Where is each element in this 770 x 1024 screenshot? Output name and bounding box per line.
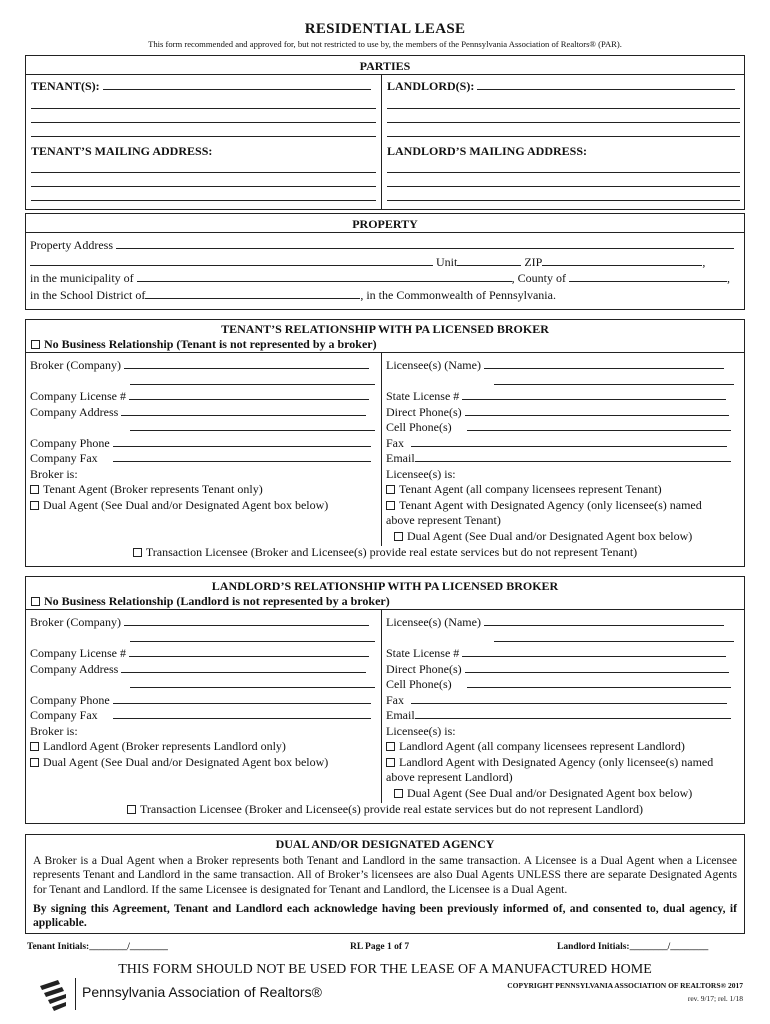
landlord-dual-agent-label: Dual Agent (See Dual and/or Designated Agent box below) bbox=[43, 754, 329, 769]
zip-label: ZIP bbox=[524, 254, 543, 269]
landlord-broker-company-field-2[interactable] bbox=[130, 631, 375, 642]
landlord-mailing-line-3[interactable] bbox=[387, 187, 740, 201]
form-title: RESIDENTIAL LEASE bbox=[304, 21, 466, 37]
tenant-licensee-agent-checkbox[interactable] bbox=[386, 485, 395, 494]
landlord-broker-section bbox=[25, 576, 745, 824]
licensees-name-label: Licensee(s) (Name) bbox=[386, 615, 481, 629]
tenant-name-line-2[interactable] bbox=[31, 95, 376, 109]
tenant-no-relationship-checkbox[interactable] bbox=[31, 340, 40, 349]
property-section: PROPERTY Property Address Unit ZIP , in the municipality of , County of , in the School District of , in the Commonwealth of Pennsylvania. bbox=[25, 213, 745, 310]
tenant-company-address-field[interactable] bbox=[121, 405, 366, 416]
landlord-agent-label: Landlord Agent (Broker represents Landlord only) bbox=[43, 739, 286, 753]
landlord-transaction-licensee-checkbox[interactable] bbox=[127, 805, 136, 814]
school-district-field[interactable] bbox=[145, 288, 360, 299]
copyright-text: COPYRIGHT PENNSYLVANIA ASSOCIATION OF REALTORS® 2017 bbox=[507, 981, 743, 990]
tenant-name-line-3[interactable] bbox=[31, 109, 376, 123]
licensees-name-label: Licensee(s) (Name) bbox=[386, 358, 481, 372]
tenant-agent-checkbox[interactable] bbox=[30, 485, 39, 494]
landlord-no-relationship-label: No Business Relationship (Landlord is not represented by a broker) bbox=[44, 593, 390, 608]
tenant-name-line-4[interactable] bbox=[31, 123, 376, 137]
state-license-label: State License # bbox=[386, 389, 460, 403]
tenant-no-relationship-label: No Business Relationship (Tenant is not represented by a broker) bbox=[44, 336, 377, 351]
company-phone-label: Company Phone bbox=[30, 692, 110, 707]
tenants-column bbox=[31, 79, 376, 201]
landlord-company-address-field-2[interactable] bbox=[130, 677, 375, 688]
landlord-company-phone-field[interactable] bbox=[113, 693, 371, 704]
tenant-broker-company-field[interactable] bbox=[124, 358, 369, 369]
landlord-designated-agent-label: Landlord Agent with Designated Agency (only licensee(s) named bbox=[399, 754, 714, 769]
landlord-broker-title: LANDLORD’S RELATIONSHIP WITH PA LICENSED BROKER bbox=[211, 579, 559, 593]
tenant-name-field[interactable] bbox=[103, 79, 371, 90]
tenant-initials[interactable]: Tenant Initials:________/________ bbox=[27, 942, 168, 952]
company-address-label: Company Address bbox=[30, 404, 119, 419]
dual-agency-paragraph: A Broker is a Dual Agent when a Broker represents both Tenant and Landlord in the same transaction. A Licensee is a Dual Agent when a Licensee represents Tenant and Landlord in the same transaction. All of Broker’s licensees are also Dual Agents UNLESS there are separate Designated Agents for Tenant and Landlord. If the same Licensee is designated for Tenant and Landlord, the Licensee is a Dual Agent. bbox=[33, 853, 737, 897]
landlord-licensee-agent-checkbox[interactable] bbox=[386, 742, 395, 751]
tenant-dual-agent-checkbox[interactable] bbox=[30, 501, 39, 510]
broker-company-label: Broker (Company) bbox=[30, 615, 121, 629]
email-label: Email bbox=[386, 708, 415, 722]
dual-agency-title: DUAL AND/OR DESIGNATED AGENCY bbox=[275, 837, 495, 851]
landlords-label: LANDLORD(S): bbox=[387, 79, 475, 93]
direct-phone-label: Direct Phone(s) bbox=[386, 661, 462, 676]
company-fax-label: Company Fax bbox=[30, 451, 98, 465]
tenant-transaction-licensee-label: Transaction Licensee (Broker and Licensee(s) provide real estate services but do not represent Tenant) bbox=[145, 545, 638, 559]
fax-label: Fax bbox=[386, 435, 404, 450]
county-label: , County of bbox=[511, 271, 566, 285]
landlord-broker-left bbox=[30, 615, 375, 770]
dual-agency-acknowledgement: By signing this Agreement, Tenant and Landlord each acknowledge having been previously informed of, and consented to, dual agency, if applicable. bbox=[33, 901, 737, 929]
tenant-transaction-licensee-checkbox[interactable] bbox=[133, 548, 142, 557]
landlord-licensee-dual-label: Dual Agent (See Dual and/or Designated Agent box below) bbox=[407, 785, 693, 800]
tenant-broker-is-label: Broker is: bbox=[30, 466, 78, 481]
tenant-designated-agent-checkbox[interactable] bbox=[386, 501, 395, 510]
tenant-cell-phone-field[interactable] bbox=[467, 420, 731, 431]
tenant-broker-right bbox=[386, 358, 741, 544]
landlord-name-line-3[interactable] bbox=[387, 109, 740, 123]
email-label: Email bbox=[386, 451, 415, 465]
municipality-label: in the municipality of bbox=[30, 271, 134, 285]
landlord-dual-agent-checkbox[interactable] bbox=[30, 758, 39, 767]
cell-phone-label: Cell Phone(s) bbox=[386, 677, 452, 691]
landlord-direct-phone-field[interactable] bbox=[465, 662, 729, 673]
company-license-label: Company License # bbox=[30, 389, 126, 403]
tenant-fax-field[interactable] bbox=[411, 436, 727, 447]
tenant-company-license-field[interactable] bbox=[129, 389, 369, 400]
tenant-state-license-field[interactable] bbox=[462, 389, 726, 400]
tenant-broker-company-field-2[interactable] bbox=[130, 374, 375, 385]
tenant-broker-title: TENANT’S RELATIONSHIP WITH PA LICENSED BROKER bbox=[221, 322, 549, 336]
form-subtitle: This form recommended and approved for, but not restricted to use by, the members of the Pennsylvania Association of Realtors® (PAR). bbox=[148, 39, 622, 49]
manufactured-home-warning: THIS FORM SHOULD NOT BE USED FOR THE LEASE OF A MANUFACTURED HOME bbox=[118, 962, 652, 977]
tenant-agent-label: Tenant Agent (Broker represents Tenant only) bbox=[43, 482, 263, 496]
cell-phone-label: Cell Phone(s) bbox=[386, 420, 452, 434]
county-field[interactable] bbox=[569, 271, 727, 282]
tenant-licensee-name-field[interactable] bbox=[484, 358, 724, 369]
landlord-licensee-name-field[interactable] bbox=[484, 615, 724, 626]
fax-label: Fax bbox=[386, 692, 404, 707]
zip-field[interactable] bbox=[542, 255, 702, 266]
landlord-no-relationship-checkbox[interactable] bbox=[31, 597, 40, 606]
landlord-name-field[interactable] bbox=[477, 79, 735, 90]
landlord-mailing-line-2[interactable] bbox=[387, 173, 740, 187]
tenant-company-fax-field[interactable] bbox=[113, 451, 371, 462]
unit-field[interactable] bbox=[457, 255, 521, 266]
commonwealth-text: , in the Commonwealth of Pennsylvania. bbox=[360, 287, 556, 302]
tenant-mailing-line-3[interactable] bbox=[31, 187, 376, 201]
direct-phone-label: Direct Phone(s) bbox=[386, 404, 462, 419]
landlords-column bbox=[387, 79, 740, 201]
landlord-email-field[interactable] bbox=[415, 708, 731, 719]
parties-section bbox=[25, 55, 745, 210]
landlord-broker-right bbox=[386, 615, 741, 801]
tenant-licensee-dual-checkbox[interactable] bbox=[394, 532, 403, 541]
property-address-field[interactable] bbox=[116, 238, 734, 249]
tenants-label: TENANT(S): bbox=[31, 79, 100, 93]
municipality-field[interactable] bbox=[137, 271, 512, 282]
landlord-transaction-licensee-label: Transaction Licensee (Broker and Licensee(s) provide real estate services but do not represent Landlord) bbox=[139, 802, 644, 816]
broker-company-label: Broker (Company) bbox=[30, 358, 121, 372]
tenant-broker-left bbox=[30, 358, 375, 513]
tenant-licensee-dual-label: Dual Agent (See Dual and/or Designated Agent box below) bbox=[407, 528, 693, 543]
landlord-broker-is-label: Broker is: bbox=[30, 723, 78, 738]
school-district-label: in the School District of bbox=[30, 287, 146, 302]
unit-label: Unit bbox=[436, 254, 458, 269]
landlord-name-line-4[interactable] bbox=[387, 123, 740, 137]
landlord-initials[interactable]: Landlord Initials:________/________ bbox=[557, 942, 709, 952]
landlord-broker-company-field[interactable] bbox=[124, 615, 369, 626]
tenant-mailing-label: TENANT’S MAILING ADDRESS: bbox=[31, 143, 213, 158]
landlord-mailing-label: LANDLORD’S MAILING ADDRESS: bbox=[387, 143, 588, 158]
company-phone-label: Company Phone bbox=[30, 435, 110, 450]
tenant-designated-agent-label-cont: above represent Tenant) bbox=[386, 513, 501, 527]
property-address-line-2[interactable] bbox=[30, 255, 433, 266]
landlord-company-license-field[interactable] bbox=[129, 646, 369, 657]
tenant-dual-agent-label: Dual Agent (See Dual and/or Designated Agent box below) bbox=[43, 497, 329, 512]
revision-text: rev. 9/17; rel. 1/18 bbox=[687, 994, 743, 1003]
tenant-email-field[interactable] bbox=[415, 451, 731, 462]
tenant-licensee-agent-label: Tenant Agent (all company licensees represent Tenant) bbox=[399, 482, 662, 496]
landlord-company-fax-field[interactable] bbox=[113, 708, 371, 719]
landlord-mailing-line-1[interactable] bbox=[387, 159, 740, 173]
tenant-company-address-field-2[interactable] bbox=[130, 420, 375, 431]
tenant-mailing-line-1[interactable] bbox=[31, 159, 376, 173]
par-logo-icon bbox=[38, 978, 70, 1014]
company-license-label: Company License # bbox=[30, 646, 126, 660]
par-logo-text: Pennsylvania Association of Realtors® bbox=[82, 984, 322, 1000]
landlord-name-line-2[interactable] bbox=[387, 95, 740, 109]
tenant-licensees-is-label: Licensee(s) is: bbox=[386, 466, 456, 481]
company-address-label: Company Address bbox=[30, 661, 119, 676]
parties-title: PARTIES bbox=[26, 56, 744, 75]
landlord-licensees-is-label: Licensee(s) is: bbox=[386, 723, 456, 738]
landlord-designated-agent-label-cont: above represent Landlord) bbox=[386, 770, 513, 784]
landlord-agent-checkbox[interactable] bbox=[30, 742, 39, 751]
property-title: PROPERTY bbox=[26, 214, 744, 233]
landlord-designated-agent-checkbox[interactable] bbox=[386, 758, 395, 767]
landlord-company-address-field[interactable] bbox=[121, 662, 366, 673]
tenant-designated-agent-label: Tenant Agent with Designated Agency (only licensee(s) named bbox=[399, 497, 702, 512]
landlord-fax-field[interactable] bbox=[411, 693, 727, 704]
company-fax-label: Company Fax bbox=[30, 708, 98, 722]
landlord-licensee-agent-label: Landlord Agent (all company licensees represent Landlord) bbox=[399, 739, 685, 753]
landlord-licensee-dual-checkbox[interactable] bbox=[394, 789, 403, 798]
landlord-cell-phone-field[interactable] bbox=[467, 677, 731, 688]
tenant-company-phone-field[interactable] bbox=[113, 436, 371, 447]
tenant-licensee-name-field-2[interactable] bbox=[494, 374, 734, 385]
property-address-label: Property Address bbox=[30, 238, 113, 252]
page-number: RL Page 1 of 7 bbox=[350, 942, 410, 952]
dual-agency-section bbox=[25, 834, 745, 934]
landlord-state-license-field[interactable] bbox=[462, 646, 726, 657]
tenant-mailing-line-2[interactable] bbox=[31, 173, 376, 187]
state-license-label: State License # bbox=[386, 646, 460, 660]
logo-divider bbox=[75, 978, 76, 1010]
landlord-licensee-name-field-2[interactable] bbox=[494, 631, 734, 642]
tenant-broker-section bbox=[25, 319, 745, 567]
tenant-direct-phone-field[interactable] bbox=[465, 405, 729, 416]
